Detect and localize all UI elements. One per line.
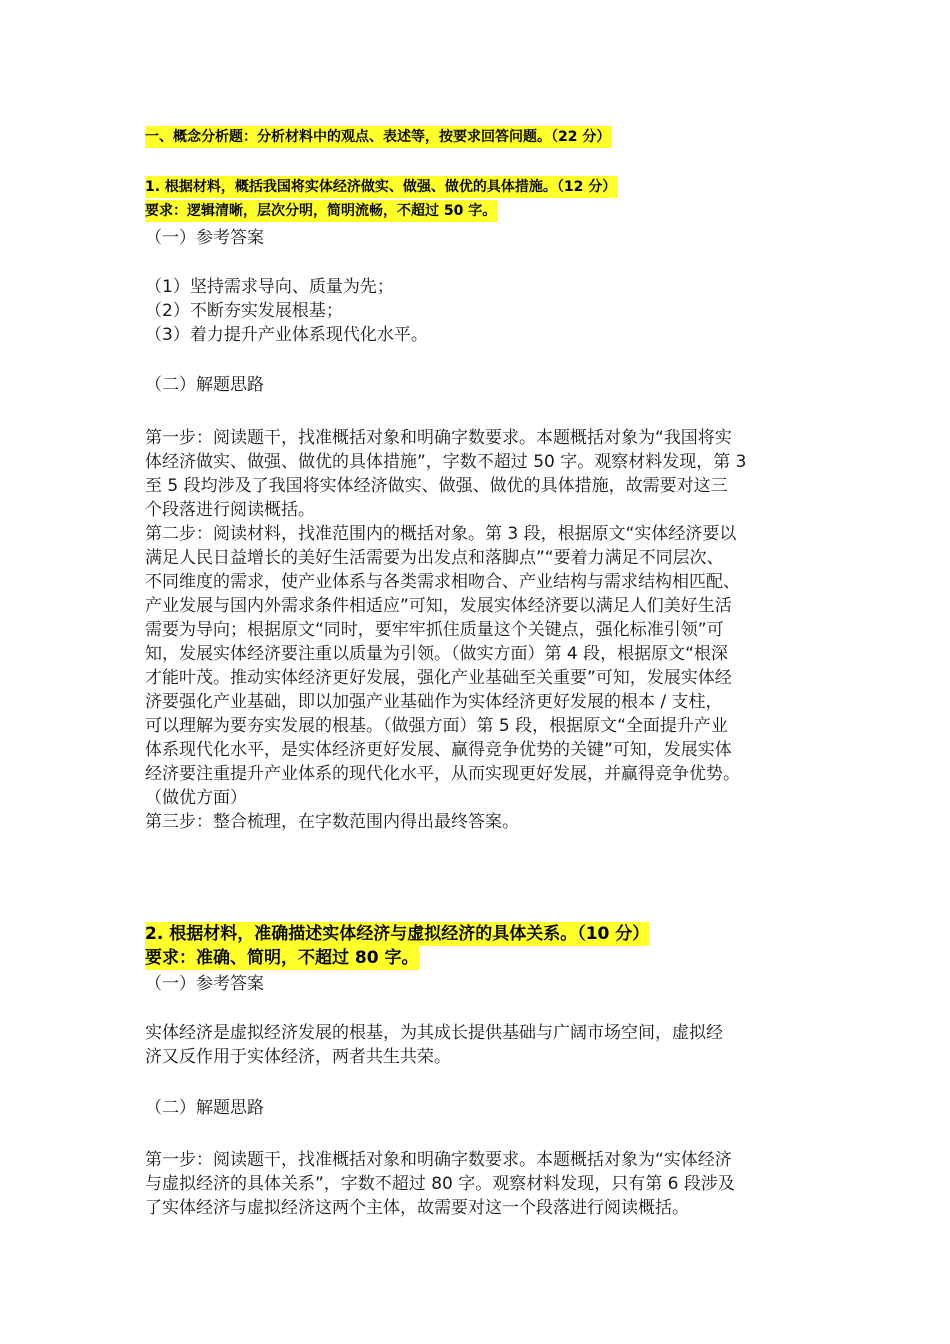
q1-analysis-line: 满足人民日益增长的美好生活需要为出发点和落脚点”“要着力满足不同层次、	[145, 548, 724, 568]
q1-analysis-line: 至 5 段均涉及了我国将实体经济做实、做强、做优的具体措施，故需要对这三	[145, 476, 728, 496]
q2-answer-line: 济又反作用于实体经济，两者共生共荣。	[145, 1047, 451, 1067]
q2-analysis-line: 了实体经济与虚拟经济这两个主体，故需要对这一个段落进行阅读概括。	[145, 1198, 689, 1218]
q1-analysis-line: 体系现代化水平，是实体经济更好发展、赢得竞争优势的关键”可知，发展实体	[145, 740, 732, 760]
q1-analysis-line: 济要强化产业基础，即以加强产业基础作为实体经济更好发展的根本 / 支柱，	[145, 692, 723, 712]
q1-analysis-line: 第一步：阅读题干，找准概括对象和明确字数要求。本题概括对象为“我国将实	[145, 428, 732, 448]
q1-answer-item: （1）坚持需求导向、质量为先；	[145, 277, 394, 297]
q1-analysis-line: 第二步：阅读材料，找准范围内的概括对象。第 3 段，根据原文“实体经济要以	[145, 524, 737, 544]
q1-answer-item: （2）不断夯实发展根基；	[145, 301, 343, 321]
question-1-title: 1. 根据材料，概括我国将实体经济做实、做强、做优的具体措施。（12 分）	[145, 176, 618, 198]
question-2-title: 2. 根据材料，准确描述实体经济与虚拟经济的具体关系。（10 分）	[145, 924, 650, 944]
q1-analysis-line: （做优方面）	[145, 788, 247, 808]
q1-analysis-line: 第三步：整合梳理，在字数范围内得出最终答案。	[145, 812, 519, 832]
q1-analysis-line: 知，发展实体经济要注重以质量为引领。（做实方面）第 4 段，根据原文“根深	[145, 644, 728, 664]
q1-analysis-line: 产业发展与国内外需求条件相适应”可知，发展实体经济要以满足人们美好生活	[145, 596, 732, 616]
q1-answer-item: （3）着力提升产业体系现代化水平。	[145, 325, 428, 345]
q1-answer-heading: （一）参考答案	[145, 228, 264, 248]
q1-analysis-line: 体经济做实、做强、做优的具体措施”，字数不超过 50 字。观察材料发现，第 3	[145, 452, 747, 472]
section-heading: 一、概念分析题：分析材料中的观点、表述等，按要求回答问题。（22 分）	[145, 126, 612, 148]
q2-answer-heading: （一）参考答案	[145, 974, 264, 994]
question-2-requirement: 要求：准确、简明，不超过 80 字。	[145, 948, 419, 968]
q2-analysis-line: 第一步：阅读题干，找准概括对象和明确字数要求。本题概括对象为“实体经济	[145, 1150, 732, 1170]
q1-analysis-line: 可以理解为要夯实发展的根基。（做强方面）第 5 段，根据原文“全面提升产业	[145, 716, 728, 736]
q1-analysis-line: 不同维度的需求，使产业体系与各类需求相吻合、产业结构与需求结构相匹配、	[145, 572, 740, 592]
q1-analysis-line: 需要为导向；根据原文“同时，要牢牢抓住质量这个关键点，强化标准引领”可	[145, 620, 724, 640]
q1-analysis-line: 经济要注重提升产业体系的现代化水平，从而实现更好发展，并赢得竞争优势。	[145, 764, 740, 784]
question-1-requirement: 要求：逻辑清晰，层次分明，简明流畅，不超过 50 字。	[145, 200, 498, 222]
q2-analysis-line: 与虚拟经济的具体关系”，字数不超过 80 字。观察材料发现，只有第 6 段涉及	[145, 1174, 735, 1194]
q1-analysis-line: 个段落进行阅读概括。	[145, 500, 315, 520]
q1-analysis-line: 才能叶茂。推动实体经济更好发展，强化产业基础至关重要”可知，发展实体经	[145, 668, 732, 688]
q2-analysis-heading: （二）解题思路	[145, 1098, 264, 1118]
q1-analysis-heading: （二）解题思路	[145, 375, 264, 395]
q2-answer-line: 实体经济是虚拟经济发展的根基，为其成长提供基础与广阔市场空间，虚拟经	[145, 1023, 723, 1043]
